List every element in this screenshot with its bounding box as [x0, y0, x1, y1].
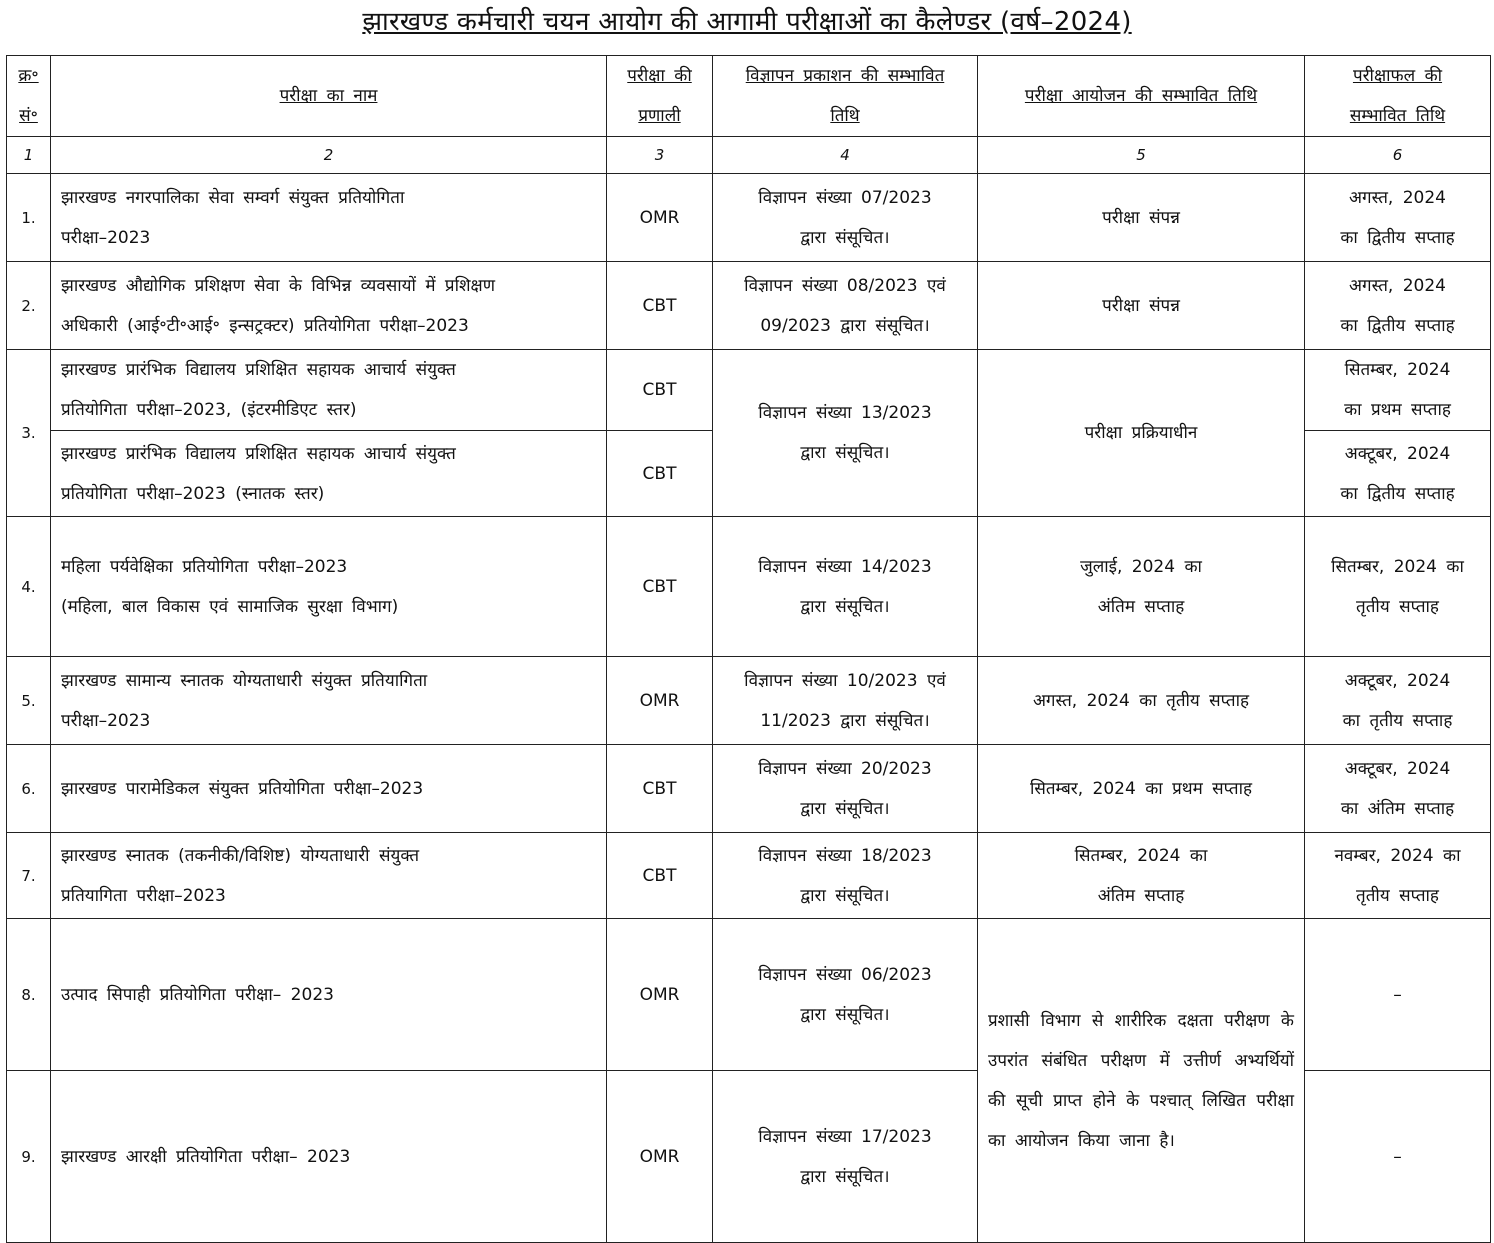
column-number-row: [7, 137, 1491, 174]
exam-name: झारखण्ड स्नातक (तकनीकी/विशिष्ट) योग्यताधारी संयुक्त प्रतियागिता परीक्षा–2023: [51, 833, 607, 919]
table-header-row: [7, 56, 1491, 137]
advertisement-info: विज्ञापन संख्या 14/2023 द्वारा संसूचित।: [713, 517, 978, 657]
row-sno: 2.: [7, 262, 51, 350]
row-sno: 5.: [7, 657, 51, 745]
advertisement-info: विज्ञापन संख्या 17/2023 द्वारा संसूचित।: [713, 1071, 978, 1243]
row-sno: 7.: [7, 833, 51, 919]
exam-date: जुलाई, 2024 का अंतिम सप्ताह: [978, 517, 1305, 657]
exam-mode: OMR: [607, 1071, 713, 1243]
header-sno: क्र॰ सं॰: [7, 56, 51, 137]
column-number: 2: [51, 137, 607, 174]
result-date: अक्टूबर, 2024 का अंतिम सप्ताह: [1305, 745, 1491, 833]
result-date: –: [1305, 919, 1491, 1071]
row-sno: 6.: [7, 745, 51, 833]
exam-name: झारखण्ड आरक्षी प्रतियोगिता परीक्षा– 2023: [51, 1071, 607, 1243]
advertisement-info: विज्ञापन संख्या 20/2023 द्वारा संसूचित।: [713, 745, 978, 833]
exam-date: परीक्षा संपन्न: [978, 174, 1305, 262]
row-sno: 9.: [7, 1071, 51, 1243]
header-advertisement-date: विज्ञापन प्रकाशन की सम्भावित तिथि: [713, 56, 978, 137]
exam-mode: CBT: [607, 745, 713, 833]
exam-date-shared-note: प्रशासी विभाग से शारीरिक दक्षता परीक्षण के उपरांत संबंधित परीक्षण में उत्तीर्ण अभ्यर्थियों की सूची प्राप्त होने के पश्चात् लिखित परीक्षा का आयोजन किया जाना है।: [978, 919, 1305, 1243]
exam-calendar-table: [6, 55, 1491, 1243]
result-date: अगस्त, 2024 का द्वितीय सप्ताह: [1305, 174, 1491, 262]
exam-date: अगस्त, 2024 का तृतीय सप्ताह: [978, 657, 1305, 745]
table-row: [7, 350, 1491, 431]
exam-date: परीक्षा संपन्न: [978, 262, 1305, 350]
column-number: 5: [978, 137, 1305, 174]
result-date: नवम्बर, 2024 का तृतीय सप्ताह: [1305, 833, 1491, 919]
table-row: [7, 745, 1491, 833]
exam-name: महिला पर्यवेक्षिका प्रतियोगिता परीक्षा–2023 (महिला, बाल विकास एवं सामाजिक सुरक्षा विभाग): [51, 517, 607, 657]
table-row: [7, 833, 1491, 919]
exam-date: परीक्षा प्रक्रियाधीन: [978, 350, 1305, 517]
exam-mode: CBT: [607, 431, 713, 517]
column-number: 3: [607, 137, 713, 174]
header-exam-mode: परीक्षा की प्रणाली: [607, 56, 713, 137]
table-row: [7, 517, 1491, 657]
exam-mode: CBT: [607, 833, 713, 919]
row-sno: 4.: [7, 517, 51, 657]
exam-date: सितम्बर, 2024 का अंतिम सप्ताह: [978, 833, 1305, 919]
result-date: अक्टूबर, 2024 का तृतीय सप्ताह: [1305, 657, 1491, 745]
row-sno: 1.: [7, 174, 51, 262]
header-exam-date: परीक्षा आयोजन की सम्भावित तिथि: [978, 56, 1305, 137]
column-number: 6: [1305, 137, 1491, 174]
table-row: [7, 657, 1491, 745]
exam-name: झारखण्ड नगरपालिका सेवा सम्वर्ग संयुक्त प्रतियोगिता परीक्षा–2023: [51, 174, 607, 262]
advertisement-info: विज्ञापन संख्या 13/2023 द्वारा संसूचित।: [713, 350, 978, 517]
exam-mode: CBT: [607, 517, 713, 657]
result-date: सितम्बर, 2024 का प्रथम सप्ताह: [1305, 350, 1491, 431]
table-row: [7, 174, 1491, 262]
header-exam-name: परीक्षा का नाम: [51, 56, 607, 137]
exam-name: झारखण्ड औद्योगिक प्रशिक्षण सेवा के विभिन्न व्यवसायों में प्रशिक्षण अधिकारी (आई॰टी॰आई॰ इन्सट्रक्टर) प्रतियोगिता परीक्षा–2023: [51, 262, 607, 350]
table-row: [7, 919, 1491, 1071]
exam-mode: OMR: [607, 657, 713, 745]
exam-mode: CBT: [607, 262, 713, 350]
column-number: 1: [7, 137, 51, 174]
exam-name: झारखण्ड सामान्य स्नातक योग्यताधारी संयुक्त प्रतियागिता परीक्षा–2023: [51, 657, 607, 745]
exam-mode: OMR: [607, 174, 713, 262]
advertisement-info: विज्ञापन संख्या 06/2023 द्वारा संसूचित।: [713, 919, 978, 1071]
advertisement-info: विज्ञापन संख्या 10/2023 एवं 11/2023 द्वारा संसूचित।: [713, 657, 978, 745]
page-title: झारखण्ड कर्मचारी चयन आयोग की आगामी परीक्षाओं का कैलेण्डर (वर्ष–2024): [362, 7, 1132, 37]
exam-mode: CBT: [607, 350, 713, 431]
result-date: सितम्बर, 2024 का तृतीय सप्ताह: [1305, 517, 1491, 657]
exam-name: झारखण्ड पारामेडिकल संयुक्त प्रतियोगिता परीक्षा–2023: [51, 745, 607, 833]
result-date: अक्टूबर, 2024 का द्वितीय सप्ताह: [1305, 431, 1491, 517]
exam-name: झारखण्ड प्रारंभिक विद्यालय प्रशिक्षित सहायक आचार्य संयुक्त प्रतियोगिता परीक्षा–2023 (स्नातक स्तर): [51, 431, 607, 517]
exam-date: सितम्बर, 2024 का प्रथम सप्ताह: [978, 745, 1305, 833]
header-result-date: परीक्षाफल की सम्भावित तिथि: [1305, 56, 1491, 137]
result-date: अगस्त, 2024 का द्वितीय सप्ताह: [1305, 262, 1491, 350]
advertisement-info: विज्ञापन संख्या 08/2023 एवं 09/2023 द्वारा संसूचित।: [713, 262, 978, 350]
exam-name: उत्पाद सिपाही प्रतियोगिता परीक्षा– 2023: [51, 919, 607, 1071]
column-number: 4: [713, 137, 978, 174]
advertisement-info: विज्ञापन संख्या 07/2023 द्वारा संसूचित।: [713, 174, 978, 262]
advertisement-info: विज्ञापन संख्या 18/2023 द्वारा संसूचित।: [713, 833, 978, 919]
exam-mode: OMR: [607, 919, 713, 1071]
row-sno: 8.: [7, 919, 51, 1071]
row-sno: 3.: [7, 350, 51, 517]
result-date: –: [1305, 1071, 1491, 1243]
table-row: [7, 262, 1491, 350]
exam-name: झारखण्ड प्रारंभिक विद्यालय प्रशिक्षित सहायक आचार्य संयुक्त प्रतियोगिता परीक्षा–2023, (इंटरमीडिएट स्तर): [51, 350, 607, 431]
